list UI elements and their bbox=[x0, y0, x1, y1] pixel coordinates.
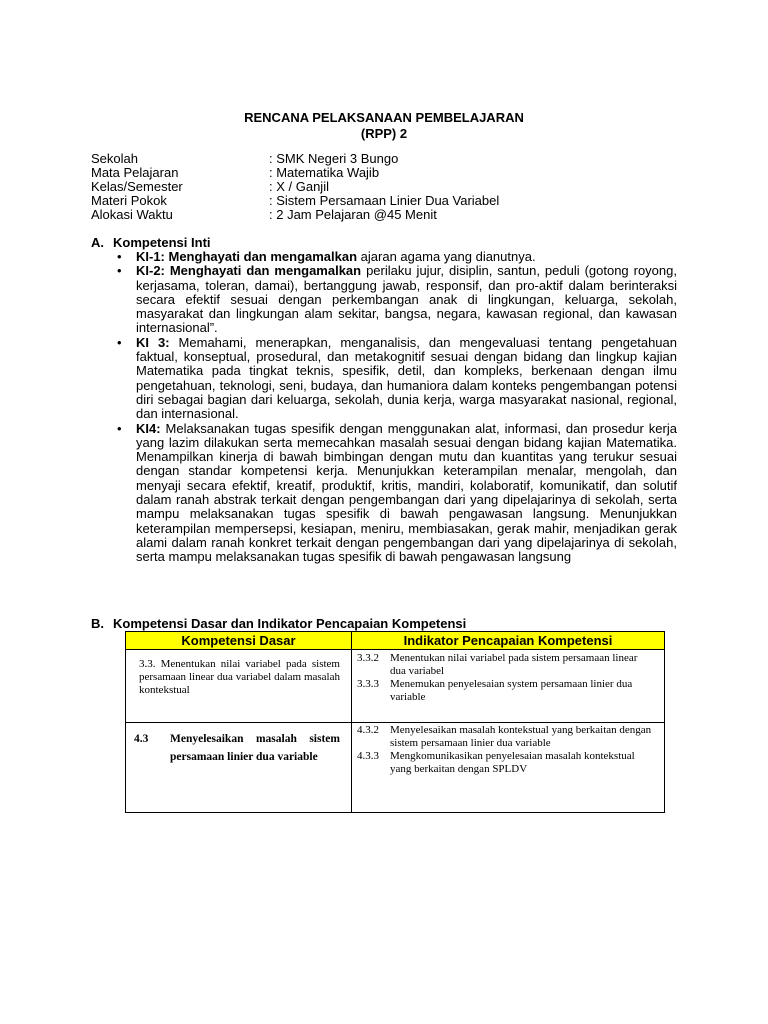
info-label: Mata Pelajaran bbox=[91, 165, 179, 180]
ki-text: Memahami, menerapkan, menganalisis, dan mengevaluasi tentang pengetahuan faktual, konseptual, prosedural, dan metakognitif sesuai dengan bidang dan lingkup kajian Matematika pada tingkat teknis, spesifik, detil, dan kompleks, berkenaan dengan ilmu pengetahuan, teknologi, seni, budaya, dan humaniora dalam konteks pengembangan potensi diri sebagai bagian dari keluarga, sekolah, dunia kerja, warga masyarakat nasional, regional, dan internasional. bbox=[136, 334, 678, 422]
table-row bbox=[126, 650, 665, 723]
section-b-heading bbox=[91, 617, 466, 631]
info-label: Kelas/Semester bbox=[91, 179, 183, 194]
info-row-topic bbox=[91, 194, 499, 208]
bullet-icon: • bbox=[117, 420, 122, 436]
ki-label: KI 3: bbox=[136, 334, 170, 350]
ki-list bbox=[115, 250, 677, 565]
indicator-code: 4.3.2 bbox=[357, 724, 379, 736]
ki-item bbox=[115, 264, 677, 335]
ki-label: KI-1: Menghayati dan mengamalkan bbox=[136, 249, 358, 264]
indicator-code: 3.3.3 bbox=[357, 678, 379, 690]
kd-cell bbox=[126, 723, 352, 813]
indicator-text: Menentukan nilai variabel pada sistem persamaan linear dua variabel bbox=[390, 652, 638, 677]
section-title: Kompetensi Dasar dan Indikator Pencapaian Kompetensi bbox=[113, 616, 467, 631]
indicator-cell bbox=[352, 723, 665, 813]
indicator-text: Menyelesaikan masalah kontekstual yang berkaitan dengan sistem persamaan linier dua variable bbox=[390, 724, 652, 749]
ki-text: perilaku jujur, disiplin, santun, peduli (gotong royong, kerjasama, toleran, damai), bertanggung jawab, responsif, dan pro-aktif dalam berinteraksi secara efektif sesuai dengan perkembangan anak di lingkungan, keluarga, sekolah, masyarakat dan lingkungan alam sekitar, bangsa, negara, kawasan regional, dan kawasan internasional”. bbox=[136, 263, 677, 336]
ki-item bbox=[115, 422, 677, 565]
ki-item bbox=[115, 250, 677, 264]
info-value: : Sistem Persamaan Linier Dua Variabel bbox=[269, 193, 500, 208]
bullet-icon: • bbox=[117, 263, 122, 279]
column-header-ipk: Indikator Pencapaian Kompetensi bbox=[352, 632, 665, 650]
info-value: : 2 Jam Pelajaran @45 Menit bbox=[269, 207, 437, 222]
info-row-school bbox=[91, 152, 499, 166]
bullet-icon: • bbox=[117, 249, 122, 264]
ki-label: KI-2: Menghayati dan mengamalkan bbox=[136, 263, 362, 279]
info-value: : Matematika Wajib bbox=[269, 165, 380, 180]
document-title: RENCANA PELAKSANAAN PEMBELAJARAN bbox=[244, 110, 524, 125]
info-value: : SMK Negeri 3 Bungo bbox=[269, 151, 399, 166]
info-row-time bbox=[91, 208, 499, 222]
info-label: Sekolah bbox=[91, 151, 138, 166]
kd-number: 4.3 bbox=[134, 733, 149, 745]
kd-text: 3.3. Menentukan nilai variabel pada sistem persamaan linear dua variabel dalam masalah kontekstual bbox=[139, 658, 340, 696]
info-row-subject bbox=[91, 166, 499, 180]
kd-text: Menyelesaikan masalah sistem persamaan linier dua variable bbox=[170, 733, 340, 763]
section-a-heading bbox=[91, 236, 211, 250]
section-number: B. bbox=[91, 616, 104, 631]
info-label: Alokasi Waktu bbox=[91, 207, 173, 222]
column-header-kd: Kompetensi Dasar bbox=[126, 632, 352, 650]
info-value: : X / Ganjil bbox=[269, 179, 329, 194]
indicator-item bbox=[357, 750, 654, 776]
table-header-row bbox=[126, 632, 665, 650]
ki-text: ajaran agama yang dianutnya. bbox=[357, 249, 536, 264]
ki-item bbox=[115, 336, 677, 422]
document-subtitle: (RPP) 2 bbox=[360, 126, 408, 141]
indicator-item bbox=[357, 652, 654, 678]
section-title: Kompetensi Inti bbox=[113, 235, 211, 250]
indicator-text: Mengkomunikasikan penyelesaian masalah kontekstual yang berkaitan dengan SPLDV bbox=[390, 750, 635, 775]
indicator-text: Menemukan penyelesaian system persamaan linier dua variable bbox=[390, 678, 633, 703]
identity-block bbox=[91, 152, 499, 222]
info-label: Materi Pokok bbox=[91, 193, 167, 208]
competency-table bbox=[125, 631, 665, 813]
ki-label: KI4: bbox=[136, 420, 161, 436]
kd-item bbox=[134, 730, 340, 766]
indicator-cell bbox=[352, 650, 665, 723]
indicator-code: 3.3.2 bbox=[357, 652, 379, 664]
ki-text: Melaksanakan tugas spesifik dengan menggunakan alat, informasi, dan prosedur kerja yang lazim dilakukan serta memecahkan masalah sesuai dengan bidang kajian Matematika. Menampilkan kinerja di bawah bimbingan dengan mutu dan kuantitas yang terukur sesuai dengan standar kompetensi kerja. Menunjukkan keterampilan menalar, mengolah, dan menyaji secara efektif, kreatif, produktif, kritis, mandiri, kolaboratif, komunikatif, dan solutif dalam ranah abstrak terkait dengan pengembangan dari yang dipelajarinya di sekolah, serta mampu melaksanakan tugas spesifik di bawah pengawasan langsung. Menunjukkan keterampilan mempersepsi, kesiapan, meniru, membiasakan, gerak mahir, menjadikan gerak alami dalam ranah konkret terkait dengan pengembangan dari yang dipelajarinya di sekolah, serta mampu melaksanakan tugas spesifik di bawah pengawasan langsung bbox=[136, 420, 677, 565]
table-row bbox=[126, 723, 665, 813]
info-row-class bbox=[91, 180, 499, 194]
bullet-icon: • bbox=[117, 334, 122, 350]
kd-cell bbox=[126, 650, 352, 723]
section-number: A. bbox=[91, 235, 104, 250]
indicator-item bbox=[357, 678, 654, 704]
indicator-code: 4.3.3 bbox=[357, 750, 379, 762]
indicator-item bbox=[357, 724, 654, 750]
